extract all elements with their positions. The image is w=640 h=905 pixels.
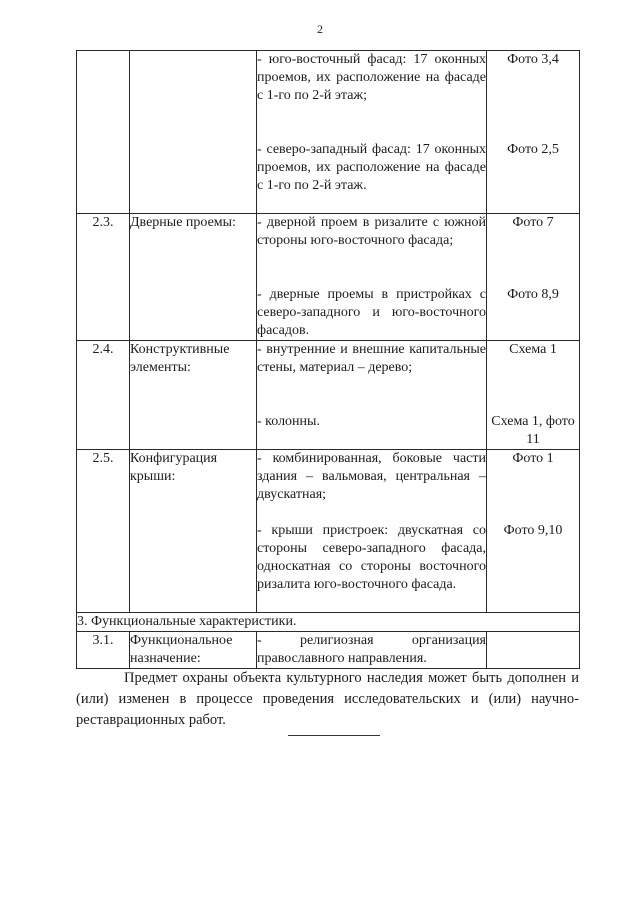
row-number: 3.1. — [77, 632, 130, 669]
description-item: - колонны. — [257, 414, 320, 429]
table-row-2-3 — [77, 214, 580, 341]
row-photo-reference — [487, 450, 580, 613]
table-row-windows-continued — [77, 51, 580, 214]
row-label: Конфигурация крыши: — [130, 450, 257, 613]
photo-reference-item: Фото 9,10 — [503, 523, 563, 538]
description-item: - крыши пристроек: двускатная со стороны северо-западного фасада, односкатная со стороны восточного ризалита юго-восточного фасада. — [257, 523, 486, 592]
photo-reference-item: Схема 1 — [509, 342, 557, 357]
photo-reference-item: Фото 2,5 — [507, 142, 559, 157]
row-label — [130, 51, 257, 214]
row-number — [77, 51, 130, 214]
row-description — [257, 450, 487, 613]
photo-reference-item: Фото 8,9 — [507, 287, 559, 302]
description-item: - комбинированная, боковые части здания – вальмовая, центральная – двускатная; — [257, 451, 486, 502]
description-item: - дверные проемы в пристройках с северо-западного и юго-восточного фасадов. — [257, 287, 486, 338]
row-description — [257, 51, 487, 214]
description-item: - дверной проем в ризалите с южной стороны юго-восточного фасада; — [257, 215, 486, 248]
page-number: 2 — [317, 22, 323, 36]
row-label: Дверные проемы: — [130, 214, 257, 341]
row-label: Конструктивные элементы: — [130, 341, 257, 450]
row-description — [257, 214, 487, 341]
row-photo-reference — [487, 341, 580, 450]
table-row-2-5 — [77, 450, 580, 613]
row-number: 2.5. — [77, 450, 130, 613]
row-description — [257, 341, 487, 450]
photo-reference-item: Фото 3,4 — [507, 52, 559, 67]
protection-subject-table — [76, 50, 580, 669]
row-photo-reference — [487, 51, 580, 214]
section-3-row — [77, 613, 580, 632]
row-number: 2.4. — [77, 341, 130, 450]
closing-paragraph: Предмет охраны объекта культурного наследия может быть дополнен и (или) изменен в процессе проведения исследовательских и (или) научно-реставрационных работ. — [76, 670, 579, 728]
row-label: Функциональное назначение: — [130, 632, 257, 669]
description-item: - религиозная организация православного направления. — [257, 633, 486, 666]
row-description — [257, 632, 487, 669]
signature-line — [288, 735, 380, 736]
row-number: 2.3. — [77, 214, 130, 341]
photo-reference-item: Фото 1 — [512, 451, 554, 466]
row-photo-reference — [487, 214, 580, 341]
description-item: - северо-западный фасад: 17 оконных проемов, их расположение на фасаде с 1-го по 2-й этаж. — [257, 142, 486, 193]
table-row-3-1 — [77, 632, 580, 669]
table-row-2-4 — [77, 341, 580, 450]
section-title: 3. Функциональные характеристики. — [77, 613, 580, 632]
description-item: - юго-восточный фасад: 17 оконных проемов, их расположение на фасаде с 1-го по 2-й этаж; — [257, 52, 486, 103]
photo-reference-item: Фото 7 — [512, 215, 554, 230]
description-item: - внутренние и внешние капитальные стены, материал – дерево; — [257, 342, 486, 375]
photo-reference-item: Схема 1, фото 11 — [491, 414, 575, 447]
row-photo-reference — [487, 632, 580, 669]
